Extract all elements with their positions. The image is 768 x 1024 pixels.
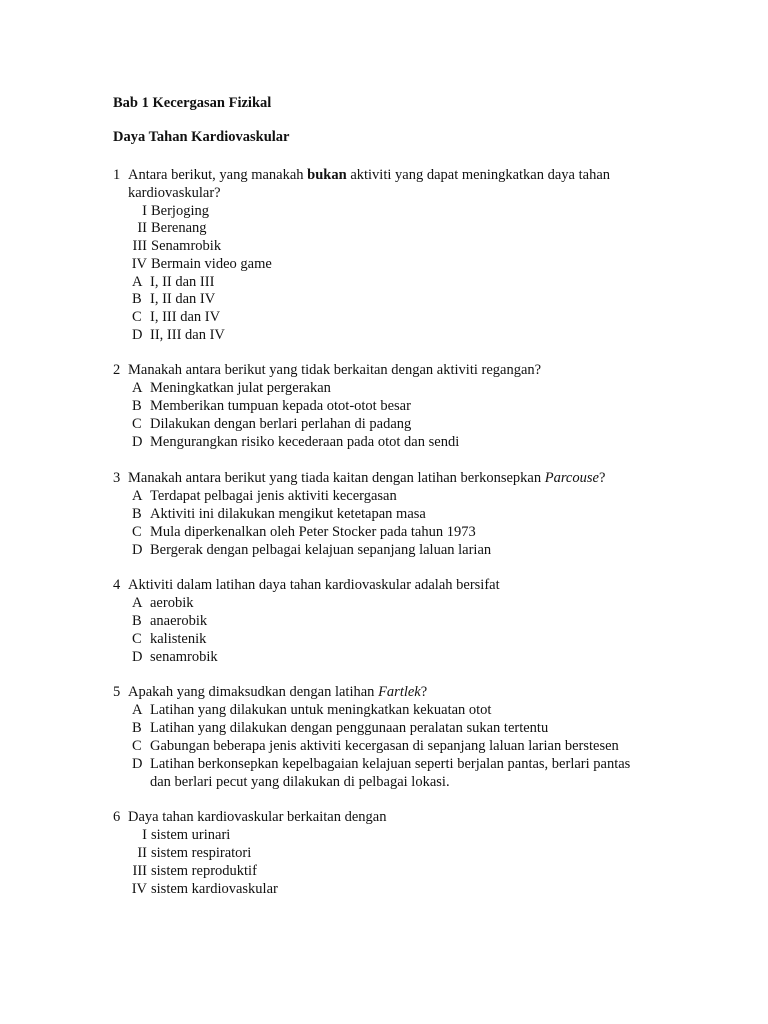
answer-option[interactable]: D Mengurangkan risiko kecederaan pada otot dan sendi <box>132 434 460 450</box>
answer-option[interactable]: D Bergerak dengan pelbagai kelajuan sepanjang laluan larian <box>132 542 492 558</box>
chapter-title: Bab 1 Kecergasan Fizikal <box>113 95 272 111</box>
answer-option[interactable]: B anaerobik <box>132 613 208 629</box>
question-text-continued: kardiovaskular? <box>128 185 221 201</box>
question-text: Manakah antara berikut yang tiada kaitan dengan latihan berkonsepkan Parcouse? <box>128 470 606 486</box>
question-text: Aktiviti dalam latihan daya tahan kardiovaskular adalah bersifat <box>128 577 500 593</box>
question-number: 5 <box>113 684 121 700</box>
question-text: Daya tahan kardiovaskular berkaitan dengan <box>128 809 387 825</box>
question-text: Apakah yang dimaksudkan dengan latihan Fartlek? <box>128 684 428 700</box>
answer-option[interactable]: D Latihan berkonsepkan kepelbagaian kelajuan seperti berjalan pantas, berlari pantas <box>132 756 631 772</box>
answer-option[interactable]: C I, III dan IV <box>132 309 221 325</box>
worksheet-page: Bab 1 Kecergasan Fizikal Daya Tahan Kardiovaskular 1 Antara berikut, yang manakah bukan aktiviti yang dapat meningkatkan daya tahan kardiovaskular? I Berjoging II Berenang III Senamrobik IV Bermain video game A I, II dan III B I, II dan IV C I, III dan IV D II, III dan IV 2 Manakah antara berikut yang tidak berkaitan dengan aktiviti regangan? A Meningkatkan julat pergerakan B Memberikan tumpuan kepada otot-otot besar C Dilakukan dengan berlari perlahan di padang D Mengurangkan risiko kecederaan pada otot dan sendi 3 Manakah antara berikut yang tiada kaitan dengan latihan berkonsepkan Parcouse? A Terdapat pelbagai jenis aktiviti kecergasan B Aktiviti ini dilakukan mengikut ketetapan masa C Mula diperkenalkan oleh Peter Stocker pada tahun 1973 D Bergerak dengan pelbagai kelajuan sepanjang laluan larian 4 Aktiviti dalam latihan daya tahan kardiovaskular adalah bersifat A aerobik B anaerobik C kalistenik D senamrobik 5 Apakah yang dimaksudkan dengan latihan Fartlek? A Latihan yang dilakukan untuk meningkatkan kekuatan otot B Latihan yang dilakukan dengan penggunaan peralatan sukan tertentu C Gabungan beberapa jenis aktiviti kecergasan di sepanjang laluan larian berstesen D Latihan berkonsepkan kepelbagaian kelajuan seperti berjalan pantas, berlari pantas dan berlari pecut yang dilakukan di pelbagai lokasi. 6 Daya tahan kardiovaskular berkaitan dengan I sistem urinari II sistem respiratori III sistem reproduktif IV sistem kardiovaskular <box>113 95 631 897</box>
question-number: 6 <box>113 809 121 825</box>
answer-option[interactable]: D II, III dan IV <box>132 327 225 343</box>
answer-option-continued: dan berlari pecut yang dilakukan di pelbagai lokasi. <box>150 774 450 790</box>
answer-option[interactable]: C Dilakukan dengan berlari perlahan di padang <box>132 416 412 432</box>
answer-option[interactable]: C Mula diperkenalkan oleh Peter Stocker pada tahun 1973 <box>132 524 476 540</box>
answer-option[interactable]: B Memberikan tumpuan kepada otot-otot besar <box>132 398 411 414</box>
question-text: Antara berikut, yang manakah bukan aktiviti yang dapat meningkatkan daya tahan <box>128 167 611 183</box>
answer-option[interactable]: B Aktiviti ini dilakukan mengikut ketetapan masa <box>132 506 426 522</box>
answer-option[interactable]: B I, II dan IV <box>132 291 216 307</box>
question-number: 4 <box>113 577 121 593</box>
answer-option[interactable]: A Terdapat pelbagai jenis aktiviti kecergasan <box>132 488 397 504</box>
question-number: 2 <box>113 362 121 378</box>
question-text: Manakah antara berikut yang tidak berkaitan dengan aktiviti regangan? <box>128 362 542 378</box>
answer-option[interactable]: A Latihan yang dilakukan untuk meningkatkan kekuatan otot <box>132 702 492 718</box>
question-number: 1 <box>113 167 121 183</box>
answer-option[interactable]: C kalistenik <box>132 631 207 647</box>
question-number: 3 <box>113 470 121 486</box>
answer-option[interactable]: A Meningkatkan julat pergerakan <box>132 380 331 396</box>
answer-option[interactable]: D senamrobik <box>132 649 218 665</box>
answer-option[interactable]: A aerobik <box>132 595 194 611</box>
answer-option[interactable]: C Gabungan beberapa jenis aktiviti kecergasan di sepanjang laluan larian berstesen <box>132 738 619 754</box>
section-title: Daya Tahan Kardiovaskular <box>113 129 290 145</box>
answer-option[interactable]: A I, II dan III <box>132 274 215 290</box>
answer-option[interactable]: B Latihan yang dilakukan dengan penggunaan peralatan sukan tertentu <box>132 720 549 736</box>
